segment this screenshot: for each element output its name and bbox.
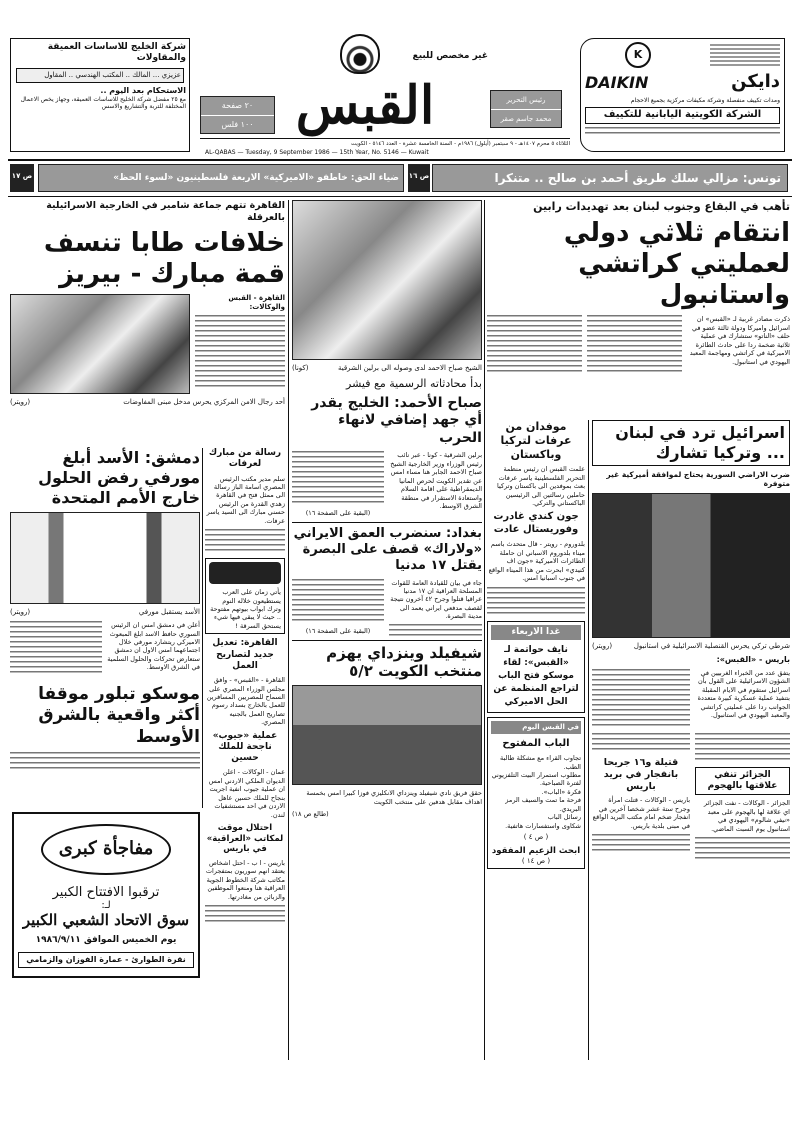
baghdad-headline: بغداد: سنضرب العمق الايراني «ولاراك» قصف على البصرة يقتل ١٧ مدنيا xyxy=(292,522,482,575)
today-title: الباب المفتوح xyxy=(502,737,570,749)
baghdad-text-col1 xyxy=(389,624,482,636)
column-rule xyxy=(484,200,485,1060)
israel-sub: ضرب الاراضي السورية يحتاج لموافقة أميركية غير متوفرة xyxy=(606,470,790,489)
algeria-column xyxy=(695,733,790,862)
taba-caption-text: أحد رجال الامن المركزي يحرس مدخل مبنى المفاوضات xyxy=(123,398,285,407)
editor-name: محمد جاسم صقر xyxy=(491,109,561,128)
banner-rule xyxy=(8,196,792,197)
masthead-rule xyxy=(200,138,570,139)
column-rule xyxy=(288,200,289,1060)
sabah-body-row xyxy=(292,451,482,517)
paris-blast-column xyxy=(592,733,690,854)
taba-credit: (رويتر) xyxy=(10,398,31,407)
masthead-logo: القبس xyxy=(295,75,435,136)
banner-page-17: ص ١٧ xyxy=(10,164,34,192)
israel-caption xyxy=(592,642,790,651)
today-item: مطلوب استمرار البيت التلفزيوني لفترة الصباحية. xyxy=(491,771,581,788)
today-page: ( ص ٤ ) xyxy=(523,833,549,842)
ad-souq xyxy=(12,812,200,978)
banner-page-16: ص ١٦ xyxy=(408,164,430,192)
banner-zia: ضياء الحق: خاطفو «الاميركية» الاربعة فلسطينيون «لسوء الحظ» xyxy=(38,164,404,192)
column-rule xyxy=(202,448,203,808)
daikin-brand-ar: دايكن xyxy=(731,71,780,92)
tomorrow-box xyxy=(487,621,585,713)
column-rule xyxy=(588,420,589,1060)
iraqi-paris-body: باريس - ا ب - احتل اشخاص يعتقد انهم سوريون بمتفجرات مكاتب شركة الخطوط الجوية العراقية هنا ومنعوا الموظفين والزبائن من مغادرتها. xyxy=(205,858,285,901)
sabah-body: برلين الشرقية - كونا - عبر نائب رئيس الوزراء وزير الخارجية الشيخ صباح الاحمد الجابر هنا مساء امس عن تقدير الكويت لحرص المانيا الديمقراطية على اقامة السلام واستعادة الاستقرار في منطقة الشرق الاوسط. xyxy=(390,451,482,510)
date-arabic: الثلاثاء ٥ محرم ١٤٠٧هـ - ٩ سبتمبر (أيلول) ١٩٨٦م - السنة الخامسة عشرة - العدد ٥١٤٦ - الكويت xyxy=(351,141,570,147)
assad-caption-text: الأسد يستقبل مورفي xyxy=(138,608,200,616)
ad-gulf-foundations xyxy=(10,38,190,152)
assad-photo xyxy=(10,512,200,604)
ad-daikin xyxy=(580,38,785,152)
assad-credit: (رويتر) xyxy=(10,608,31,616)
cairo-work-headline: القاهرة: تعديل جديد لتصاريح العمل xyxy=(212,638,278,671)
banner-tunisia: تونس: مزالي سلك طريق أحمد بن صالح .. متنكرا xyxy=(432,164,788,192)
today-label: في القبس اليوم xyxy=(491,721,581,734)
date-english: AL-QABAS — Tuesday, 9 September 1986 — 15th Year, No. 5146 — Kuwait xyxy=(205,149,429,156)
hussein-headline: عملية «جيوب» ناجحة للملك حسين xyxy=(212,730,278,764)
lead-body-row xyxy=(487,315,790,375)
assad-body: أعلن في دمشق امس ان الرئيس السوري حافظ الاسد ابلغ المبعوث الاميركي ريتشارد مورفي خلال اجتماعهما امس الاول ان دمشق ستعارض تحركات والحلول السلمية في الشرق الاوسط. xyxy=(107,621,200,672)
israel-caption-text: شرطي تركي يحرس القنصلية الاسرائيلية في استانبول xyxy=(633,641,790,650)
arafat-envoys-headline: موفدان من عرفات لتركيا وباكستان xyxy=(500,420,572,461)
mubarak-letter-body: سلم مدير مكتب الرئيس المصري اسامة الباز رسالة الى ممثل فتح في القاهرة زهدي القدرة من الرئيس حسني مبارك الى السيد ياسر عرفات. xyxy=(206,474,285,525)
hussein-body: عمان - الوكالات - اعلن الديوان الملكي الاردني امس ان عملية جيوب انفية اجريت بنجاح للملك حسين عاهل الاردن في احد مستشفيات لندن. xyxy=(208,768,285,819)
daikin-line: ومدات تكييف منفصلة وشركة مكيفات مركزية بجميع الاحجام xyxy=(630,96,780,104)
editor-box xyxy=(490,90,562,128)
today-extra: ابحث الزعيم المفقود xyxy=(491,846,581,857)
taba-text xyxy=(195,315,285,390)
ad-line4: يوم الخميس الموافق ١٩٨٦/٩/١١ xyxy=(35,935,177,946)
sabah-left-column xyxy=(292,451,384,517)
today-item: رسائل الباب xyxy=(547,813,581,822)
sabah-photo xyxy=(292,200,482,360)
daikin-header-stripes xyxy=(710,44,780,66)
mubarak-letter-headline: رسالة من مبارك لعرفات xyxy=(208,448,282,470)
mubarak-letter-text xyxy=(205,529,285,554)
ad-company: شركة الخليج للاساسات العميقة والمقاولات xyxy=(47,42,186,64)
baghdad-body-row xyxy=(292,579,482,636)
sabah-caption-text: الشيخ صباح الاحمد لدى وصوله الى برلين الشرقية xyxy=(337,364,482,372)
iraqi-paris-headline: احتلال موقت لمكاتب «العراقية» في باريس xyxy=(206,823,284,855)
zaman-box xyxy=(205,558,285,634)
paris-blast-headline: قتيلة و١٦ جريحا بانفجار في بريد باريس xyxy=(603,756,679,792)
sabah-headline: صباح الأحمد: الخليج يقدر أي جهد إضافي لانهاء الحرب xyxy=(311,394,482,446)
paris-blast-body: باريس - الوكالات - قتلت امرأة وجرح ستة عشر شخصا آخرين في انفجار ضخم امام مكتب البريد الواقع في مبنى بلدية باريس. xyxy=(592,796,690,830)
israel-headline: اسرائيل ترد في لبنان ... وتركيا تشارك xyxy=(592,420,790,466)
kennedy-text xyxy=(487,587,585,617)
zaman-body: يأتي زمان على العرب يستطيعون خلاله النوم وترك ابواب بيوتهم مفتوحة .. حيث لا يبقى فيها شيء يستحق السرقة ! xyxy=(210,588,281,630)
ad-body: مع ٢٥ مفضل شركة الخليج للاساسات العميقة، وجهاز يخص الاعمال المختلفة للتربة والتشاريع والاسس xyxy=(20,95,186,111)
lead-story xyxy=(487,200,790,375)
kennedy-body: بلدوروم - رويتر - قال متحدث باسم ميناء بلدوروم الاسباني ان حاملة الطائرات الاميركية «جون اف كنيدي» ابحرت من هذا الميناء الواقع في جنوب اسبانيا امس. xyxy=(488,540,585,583)
zaman-logo-icon xyxy=(209,562,281,584)
assad-caption xyxy=(10,608,200,617)
taba-body-row xyxy=(10,294,285,394)
page-count: ٢٠ صفحة xyxy=(221,101,254,110)
baghdad-text-col2 xyxy=(292,579,384,624)
cairo-work-body: القاهرة - «القبس» - وافق مجلس الوزراء المصري على السماح للمصريين المسافرين للعمل بالخارج بسداد رسوم تصاريح العمل بالجنيه المصري. xyxy=(206,676,285,727)
price: ١٠٠ فلس xyxy=(201,115,274,134)
today-item: تجاوب القراء مع مشكلة طالبة الطب. xyxy=(499,754,581,771)
iraqi-paris-text xyxy=(205,905,285,925)
israel-text-cont xyxy=(592,733,690,753)
sheffield-continued: (طالع ص ١٨) xyxy=(292,810,329,819)
baghdad-body: جاء في بيان للقيادة العامة للقوات المسلحة العراقية ان ١٧ مدنيا عراقيا قتلوا وجرح ٤٢ آخرون نتيجة لقصف مدفعي ايراني يعمد الى مدينة البصرة. xyxy=(390,578,482,621)
sabah-caption xyxy=(292,364,482,373)
baghdad-left-column xyxy=(292,579,384,635)
israel-text-col1 xyxy=(695,733,790,763)
israel-photo xyxy=(592,493,790,638)
daikin-top-row xyxy=(585,42,780,68)
daikin-brand-en: DAIKIN xyxy=(585,72,649,92)
left-narrow-column xyxy=(205,448,285,925)
israel-body: يتفق عدد من الخبراء الغربيين في الشؤون الاسرائيلية على القول بأن اسرائيل ستقوم في الايام المقبلة بتنفيذ عملية عسكرية كبيرة متعددة الجوانب ردا على عمليتي كراتشي والمعبد اليهودي في استانبول. xyxy=(697,668,790,720)
moscow-text xyxy=(10,752,200,770)
sheffield-caption: حقق فريق نادي شيفيلد وينزداي الانكليزي فوزا كبيرا امس بخمسة اهداف مقابل هدفين على منتخب الكويت xyxy=(306,789,482,806)
assad-text-col2 xyxy=(10,621,102,676)
editor-label: رئيس التحرير xyxy=(506,96,546,104)
taba-caption xyxy=(10,398,285,407)
not-for-sale: غير مخصص للبيع xyxy=(412,51,488,61)
taba-dateline: القاهرة - القبس والوكالات: xyxy=(228,294,285,311)
taba-kicker: القاهرة تتهم جماعة شامير في الخارجية الاسرائيلية بالعرقلة xyxy=(46,200,285,223)
sabah-credit: (كونا) xyxy=(292,364,309,372)
ad-line5: نقرة الطوارئ - عمارة الفوزان والزمامي xyxy=(18,952,194,968)
lead-text-col3 xyxy=(487,315,582,375)
assad-headline: دمشق: الأسد أبلغ مورفي رفض الحلول خارج الأمم المتحدة xyxy=(38,448,200,507)
today-items xyxy=(491,754,581,830)
daikin-logo-icon: K xyxy=(625,42,651,68)
taba-text-column xyxy=(195,294,285,390)
israel-dateline: باريس - «القبس»: xyxy=(716,654,790,664)
ad-tagline: عزيزي ... المالك .. المكتب الهندسي .. المقاول xyxy=(16,68,184,83)
sheffield-headline: شيفيلد وينزداي يهزم منتخب الكويت ٥/٢ xyxy=(292,640,482,682)
lead-text-col2 xyxy=(587,315,682,375)
today-item: فكرة «الباب». xyxy=(541,787,581,796)
daikin-company: الشركة الكويتية اليابانية للتكييف xyxy=(585,107,780,124)
baghdad-right-column xyxy=(389,579,482,636)
arafat-envoys-body: علمت القبس ان رئيس منظمة التحرير الفلسطينية ياسر عرفات بعث بموفدين الى باكستان وتركيا حاملين رسالتين الى الرئيسين الباكستاني والتركي. xyxy=(497,465,585,507)
today-item: شكاوى واستفسارات هاتفية. xyxy=(505,821,581,830)
sheffield-photo xyxy=(292,685,482,785)
daikin-brand-row xyxy=(585,71,780,94)
lead-kicker: تأهب في البقاع وجنوب لبنان بعد تهديدات رابين xyxy=(533,200,790,213)
price-box xyxy=(200,96,275,134)
lead-headline: انتقام ثلاثي دولي لعمليتي كراتشي واستانبول xyxy=(563,217,790,311)
kennedy-headline: جون كندي غادرت وفوريستال عادت xyxy=(493,511,579,535)
ad-line3: سوق الاتحاد الشعبي الكبير xyxy=(22,910,190,929)
taba-headline: خلافات طابا تنسف قمة مبارك - بيريز xyxy=(43,227,285,289)
algeria-text xyxy=(695,837,790,862)
ad-line2: لـ: xyxy=(101,899,111,911)
assad-story xyxy=(10,448,200,770)
logo-emblem-icon xyxy=(340,34,380,74)
israel-text-col2 xyxy=(592,669,690,729)
taba-story xyxy=(10,200,285,407)
assad-body-row xyxy=(10,621,200,676)
today-extra-page: ( ص ١٤ ) xyxy=(521,856,551,865)
israel-credit: (رويتر) xyxy=(592,641,613,650)
taba-photo xyxy=(10,294,190,394)
right-narrow-column xyxy=(487,420,585,869)
sabah-text-col2 xyxy=(292,451,384,506)
algeria-headline: الجزائر تنفي علاقتها بالهجوم xyxy=(695,767,790,796)
moscow-headline: موسكو تبلور موقفا أكثر واقعية بالشرق الأوسط xyxy=(38,684,200,747)
ad-line1: ترقبوا الافتتاح الكبير xyxy=(52,884,160,900)
paris-blast-text xyxy=(592,834,690,854)
israel-body-row xyxy=(592,669,790,729)
lead-body: ذكرت مصادر غربية لـ «القبس» ان اسرائيل واميركا ودولة ثالثة عضو في حلف «الناتو» ستشارك في عملية ثلاثية ضخمة ردا على حادث الطائرة الاميركية في كراتشي ومهاجمة المعبد اليهودي في استانبول. xyxy=(689,315,790,366)
daikin-contacts xyxy=(585,127,780,135)
israel-story xyxy=(592,420,790,862)
center-column xyxy=(292,200,482,819)
sabah-continued: (البقية على الصفحة ١٦) xyxy=(305,509,371,518)
top-rule xyxy=(8,159,792,161)
israel-lower-row xyxy=(592,733,790,862)
algeria-body: الجزائر - الوكالات - نفت الجزائر اي علاقة لها بالهجوم على معبد «نيفي شالوم» اليهودي في استانبول يوم السبت الماضي. xyxy=(703,799,790,833)
tomorrow-text: نايف حواتمة لـ «القبس»: لقاء موسكو فتح الباب لتراجع المنظمة عن الحل الاميركي xyxy=(493,644,579,707)
baghdad-continued: (البقية على الصفحة ١٦) xyxy=(305,626,371,635)
sabah-kicker: بدأ محادثاته الرسمية مع فيشر xyxy=(346,377,482,391)
today-item: فرحة ما تمت والسيف الرمز البريدي. xyxy=(505,796,581,813)
ad-bubble: مفاجأة كبرى xyxy=(41,824,171,875)
today-box xyxy=(487,717,585,869)
tomorrow-label: غدا الاربعاء xyxy=(491,625,581,640)
ad-title: الاستحكام بعد اليوم .. xyxy=(100,85,186,95)
